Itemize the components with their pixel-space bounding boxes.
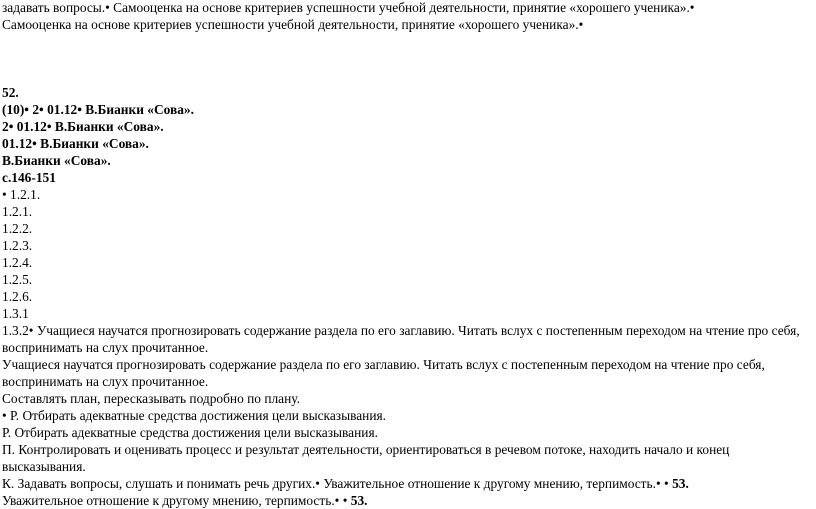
objective-paragraph: Составлять план, пересказывать подробно по плану.	[2, 391, 300, 406]
blank-spacer	[2, 33, 814, 84]
intro-line-1: задавать вопросы.• Самооценка на основе критериев успешности учебной деятельности, принятие «хорошего ученика».•	[2, 0, 695, 15]
code-item: 1.2.6.	[2, 289, 33, 304]
code-item: 1.2.5.	[2, 272, 33, 287]
regulative-skill: • Р. Отбирать адекватные средства достижения цели высказывания.	[2, 408, 386, 423]
lesson-pages: с.146-151	[2, 170, 56, 185]
regulative-skill: Р. Отбирать адекватные средства достижения цели высказывания.	[2, 425, 378, 440]
communicative-skill	[2, 475, 814, 492]
code-item: 1.2.4.	[2, 255, 33, 270]
communicative-skill-text: К. Задавать вопросы, слушать и понимать речь других.• Уважительное отношение к другому мнению, терпимость.• •	[2, 476, 673, 491]
lesson-number: 52.	[2, 85, 19, 100]
next-lesson-number: 53.	[350, 493, 368, 508]
objective-paragraph: 1.3.2• Учащиеся научатся прогнозировать содержание раздела по его заглавию. Читать вслух с постепенным переходом на чтение про себя, воспринимать на слух прочитанное.	[2, 323, 800, 355]
document-page	[2, 0, 814, 509]
lesson-title-line-4: В.Бианки «Сова».	[2, 153, 111, 168]
intro-line-2: Самооценка на основе критериев успешности учебной деятельности, принятие «хорошего ученика».•	[2, 17, 584, 32]
code-item: 1.2.2.	[2, 221, 33, 236]
code-item: 1.2.3.	[2, 238, 33, 253]
objective-paragraph: Учащиеся научатся прогнозировать содержание раздела по его заглавию. Читать вслух с постепенным переходом на чтение про себя, воспринимать на слух прочитанное.	[2, 357, 765, 389]
lesson-title-line-3: 01.12• В.Бианки «Сова».	[2, 136, 149, 151]
code-item: 1.3.1	[2, 306, 29, 321]
personal-outcome-text: Уважительное отношение к другому мнению, терпимость.• •	[2, 493, 351, 508]
lesson-title-line-1: (10)• 2• 01.12• В.Бианки «Сова».	[2, 102, 194, 117]
code-item: • 1.2.1.	[2, 187, 41, 202]
personal-outcome	[2, 492, 814, 509]
code-item: 1.2.1.	[2, 204, 33, 219]
next-lesson-number: 53.	[672, 476, 689, 491]
cognitive-skill: П. Контролировать и оценивать процесс и результат деятельности, ориентироваться в речевом потоке, находить начало и конец высказывания.	[2, 442, 730, 474]
lesson-title-line-2: 2• 01.12• В.Бианки «Сова».	[2, 119, 164, 134]
